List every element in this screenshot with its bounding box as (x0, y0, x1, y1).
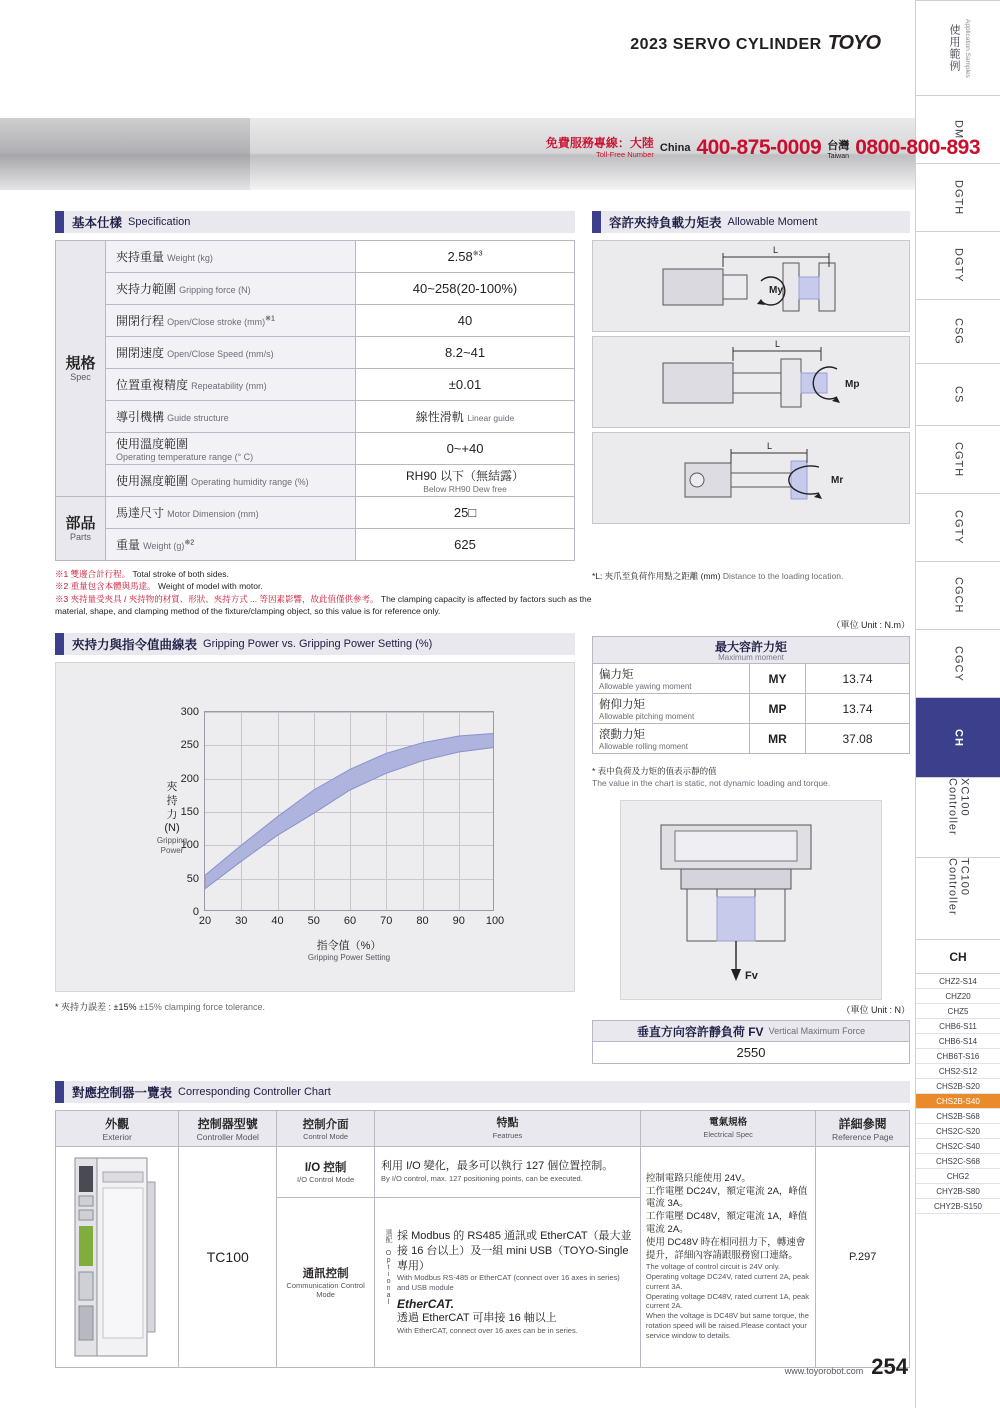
feature-io (375, 1146, 641, 1197)
moment-symbol: MR (750, 724, 806, 754)
sidebar-item-label: XC100 Controller (946, 778, 971, 836)
spec-row-value (356, 401, 575, 433)
sidebar-item-label: DGTY (952, 248, 965, 283)
col-control-mode (277, 1111, 375, 1147)
chart-ytick: 0 (192, 906, 199, 918)
svg-text:Mp: Mp (845, 379, 860, 390)
gripping-power-chart (55, 662, 575, 992)
chart-heading-cn: 夾持力與指令值曲線表 (72, 638, 198, 652)
table-row (56, 497, 575, 529)
footnote-mark: ※2 (55, 581, 69, 592)
chart-xtick: 100 (485, 915, 505, 927)
table-row (56, 241, 575, 273)
spec-row-label-cn: 開閉速度 (116, 346, 165, 360)
chart-xtick: 90 (452, 915, 465, 927)
moment-symbol: MP (750, 694, 806, 724)
controller-heading-en: Corresponding Controller Chart (178, 1086, 331, 1098)
controller-model: TC100 (179, 1146, 277, 1367)
table-row (593, 664, 910, 694)
moment-table-title-cn: 最大容許力矩 (714, 640, 787, 654)
fv-title-cn: 垂直方向容許靜負荷 FV (636, 1024, 764, 1039)
feature-ethercat-cn: 透過 EtherCAT 可串接 16 軸以上 (397, 1311, 557, 1324)
loading-location-note (592, 570, 843, 582)
svg-text:Fv: Fv (745, 970, 758, 982)
spec-footnotes (55, 568, 615, 617)
spec-row-label-en: Operating humidity range (%) (191, 477, 309, 487)
col-features-en: Featrues (492, 1130, 523, 1140)
control-mode-comm (277, 1197, 375, 1367)
spec-row-label (106, 241, 356, 273)
model-link[interactable]: CHB6-S11 (916, 1019, 1000, 1034)
svg-text:L: L (775, 339, 781, 349)
col-features-cn: 特點 (496, 1117, 519, 1129)
chart-ytick: 300 (180, 706, 199, 718)
moment-label-en: Allowable pitching moment (599, 712, 695, 721)
controller-heading-cn: 對應控制器一覽表 (72, 1086, 173, 1100)
spec-row-value: 0~+40 (356, 433, 575, 465)
sidebar-item-label: CGTY (952, 510, 965, 545)
col-reference (816, 1111, 910, 1147)
fv-title-en: Vertical Maximum Force (768, 1026, 866, 1036)
footnote-cn: 重量包含本體與馬達。 (70, 581, 156, 592)
spec-row-label-cn: 夾持力範圍 (116, 282, 177, 296)
moment-label-cn: 偏力矩 (599, 669, 634, 681)
taiwan-label-en: Taiwan (827, 152, 850, 160)
spec-row-label-en: Gripping force (N) (179, 285, 251, 295)
spec-row-label-en: Guide structure (167, 413, 229, 423)
model-link-active[interactable]: CHS2B-S40 (916, 1094, 1000, 1109)
controller-product-image (56, 1146, 179, 1367)
control-mode-comm-cn: 通訊控制 (302, 1268, 349, 1281)
elec-en-4: When the voltage is DC48V but same torque, the rotation speed will be raised.Please contact your service window to details. (645, 1311, 809, 1340)
sidebar-item-label: CSG (952, 318, 965, 345)
chart-y-axis-label: 夾 持 力 (N) Gripping Power (156, 781, 188, 855)
elec-cn-4: 使用 DC48V 時在相同扭力下，轉速會提升，詳細內容請跟服務窗口連絡。 (645, 1236, 806, 1261)
china-region-label (660, 142, 691, 154)
col-exterior (56, 1111, 179, 1147)
spec-row-label-cn: 馬達尺寸 (116, 506, 165, 520)
table-row (56, 401, 575, 433)
model-link[interactable]: CHB6T-S16 (916, 1049, 1000, 1064)
sidebar-item-sublabel: Application Samples (964, 18, 971, 78)
chart-ytick: 50 (186, 872, 199, 885)
model-group-title: CH (916, 940, 1000, 974)
footnote-1 (55, 568, 615, 580)
static-value-note (592, 766, 830, 790)
moment-table-title-en: Maximum moment (718, 653, 784, 662)
sidebar-item-label: CH (952, 728, 965, 747)
fv-value: 2550 (592, 1042, 910, 1064)
brand-logo: TOYO (827, 32, 880, 54)
sidebar-item-dgth[interactable] (916, 164, 1000, 232)
spec-value-subtext: Linear guide (467, 413, 515, 423)
spec-row-label-cn: 使用溫度範圍 (116, 437, 189, 451)
control-mode-io-cn: I/O 控制 (304, 1162, 347, 1175)
controller-table (55, 1110, 910, 1368)
spec-value-subtext: Below RH90 Dew free (423, 484, 507, 494)
col-model (179, 1111, 277, 1147)
spec-row-label-cn: 開閉行程 (116, 314, 165, 328)
parts-group-cn: 部品 (65, 514, 96, 532)
chart-section-heading (55, 633, 575, 655)
fv-unit-label: （單位 Unit : N） (841, 1005, 910, 1015)
spec-group-cn: 規格 (65, 354, 96, 372)
moment-unit-label: （單位 Unit : N.m） (831, 620, 910, 630)
tollfree-label-cn: 免費服務專線：大陸 (545, 135, 654, 150)
table-row (593, 637, 910, 664)
spec-row-label-cn: 位置重複精度 (116, 378, 189, 392)
model-link[interactable]: CHS2-S12 (916, 1064, 1000, 1079)
chart-xtick: 40 (271, 915, 284, 927)
model-link[interactable]: CHZ2-S14 (916, 974, 1000, 989)
spec-row-label-en: Operating temperature range (° C) (116, 452, 254, 462)
table-row (56, 337, 575, 369)
electrical-spec-cell (640, 1146, 815, 1367)
feature-comm-cn: 採 Modbus 的 RS485 通訊或 EtherCAT（最大並接 16 台以上）及一組 mini USB（TOYO-Single 專用） (397, 1229, 632, 1272)
control-mode-comm-en: Communication Control Mode (286, 1281, 365, 1300)
chart-tolerance-note (55, 1000, 265, 1013)
chart-note-en: ±15% clamping force tolerance. (138, 1002, 265, 1012)
spec-heading-en: Specification (128, 216, 191, 228)
spec-row-label (106, 305, 356, 337)
moment-value: 13.74 (806, 664, 910, 694)
sidebar-item-label: DGTH (952, 179, 965, 216)
chart-ytick: 100 (180, 839, 199, 852)
model-link[interactable]: CHS2C-S68 (916, 1154, 1000, 1169)
col-features (375, 1111, 641, 1147)
chart-ytick: 150 (180, 806, 199, 818)
spec-row-label (106, 273, 356, 305)
footnote-mark: ※1 (55, 569, 69, 579)
spec-row-label-en: Weight (kg) (167, 253, 213, 263)
moment-diagram-my (592, 240, 910, 332)
optional-label: 選配 Optional (385, 1228, 393, 1306)
svg-text:Mr: Mr (831, 475, 844, 486)
moment-symbol: MY (750, 664, 806, 694)
table-row (56, 1146, 910, 1197)
spec-group-label-spec (56, 241, 106, 497)
spec-group-en: Spec (70, 372, 91, 383)
moment-value: 13.74 (806, 694, 910, 724)
spec-row-value: 625 (356, 529, 575, 561)
model-link[interactable]: CHS2B-S68 (916, 1109, 1000, 1124)
table-row (56, 529, 575, 561)
chart-xtick: 80 (416, 915, 429, 927)
spec-row-value: 8.2~41 (356, 337, 575, 369)
chart-ytick: 250 (180, 739, 199, 752)
footer-url: www.toyorobot.com (784, 1366, 864, 1376)
table-row (56, 433, 575, 465)
page-footer (785, 1354, 908, 1380)
spec-row-label (106, 433, 356, 465)
taiwan-phone-number: 0800-800-893 (855, 136, 980, 159)
col-model-en: Controller Model (196, 1131, 259, 1142)
control-mode-io (277, 1146, 375, 1197)
controller-section-heading (55, 1081, 910, 1103)
spec-row-label (106, 337, 356, 369)
loading-note-cn: *L: 夾爪至負荷作用點之距離 (mm) (592, 571, 721, 581)
spec-row-value: ±0.01 (356, 369, 575, 401)
sidebar-item-ch[interactable] (916, 698, 1000, 778)
model-link[interactable]: CHG2 (916, 1169, 1000, 1184)
moment-diagrams (592, 240, 910, 528)
sidebar-item-label: CGTH (952, 441, 965, 478)
elec-en-1: The voltage of control circuit is 24V only. (645, 1262, 780, 1272)
spec-row-value (356, 465, 575, 497)
moment-section-heading (592, 211, 910, 233)
spec-row-label-cn: 導引機構 (116, 410, 165, 424)
chart-xtick: 20 (198, 915, 212, 927)
elec-cn-2: 工作電壓 DC24V，額定電流 2A，峰值電流 3A。 (645, 1185, 808, 1210)
sidebar-item-label: CGCH (952, 577, 965, 614)
col-exterior-en: Exterior (102, 1131, 132, 1142)
taiwan-region-label (827, 137, 849, 160)
tollfree-label-en: Toll-Free Number (595, 149, 654, 159)
specification-table (55, 240, 575, 561)
model-link[interactable]: CHS2C-S20 (916, 1124, 1000, 1139)
fv-table-header (592, 1020, 910, 1042)
ethercat-logo: EtherCAT. (397, 1296, 454, 1311)
col-reference-cn: 詳細參閱 (838, 1116, 887, 1131)
moment-row-label (593, 664, 750, 694)
footnote-en: Weight of model with motor. (158, 581, 263, 592)
spec-row-label (106, 369, 356, 401)
maximum-moment-table (592, 636, 910, 754)
footnote-mark: ※3 (55, 593, 69, 604)
spec-value-superscript: ※3 (472, 250, 483, 258)
col-electrical-cn: 電氣規格 (709, 1117, 748, 1129)
sidebar-item-label: CS (952, 385, 965, 404)
footnote-2 (55, 580, 615, 592)
static-note-en: The value in the chart is static, not dynamic loading and torque. (592, 777, 831, 788)
sidebar-item-cgcy[interactable] (916, 630, 1000, 698)
moment-label-en: Allowable yawing moment (599, 682, 692, 691)
footnote-cn: 雙邊合計行程。 (70, 569, 131, 579)
feature-comm (375, 1197, 641, 1367)
chart-xtick: 60 (343, 915, 357, 927)
col-mode-cn: 控制介面 (302, 1118, 349, 1131)
sidebar-item-cgth[interactable] (916, 426, 1000, 494)
tollfree-block (546, 136, 980, 160)
elec-cn-3: 工作電壓 DC48V，額定電流 1A，峰值電流 2A。 (645, 1211, 808, 1235)
table-row (593, 724, 910, 754)
feature-io-cn: 利用 I/O 變化，最多可以執行 127 個位置控制。 (381, 1160, 614, 1173)
svg-text:L: L (773, 245, 779, 255)
sidebar-item-tc100-controller[interactable] (916, 858, 1000, 940)
spec-row-value: 40~258(20-100%) (356, 273, 575, 305)
tollfree-label (546, 137, 654, 159)
sidebar-item-cgch[interactable] (916, 562, 1000, 630)
spec-row-superscript: ※2 (184, 539, 195, 547)
svg-text:My: My (769, 285, 783, 296)
spec-row-label-en: Weight (g) (143, 541, 185, 551)
spec-value-text: 線性滑軌 (415, 410, 464, 424)
feature-ethercat-en: With EtherCAT, connect over 16 axes can be in series. (397, 1325, 578, 1335)
china-label: China (659, 142, 691, 154)
chart-xtick: 70 (380, 915, 393, 927)
col-model-cn: 控制器型號 (197, 1116, 258, 1131)
elec-cn-1: 控制電路只能使用 24V。 (645, 1172, 751, 1184)
parts-group-en: Parts (69, 532, 91, 543)
footnote-en: The clamping capacity is affected by factors such as the material, shape, and clamping method of the fixture/clamping object, so this value is for reference only. (55, 593, 592, 616)
china-phone-number: 400-875-0009 (696, 136, 822, 159)
table-row (56, 369, 575, 401)
feature-io-en: By I/O control, max. 127 positioning points, can be executed. (381, 1174, 583, 1184)
spec-row-label-en: Open/Close Speed (mm/s) (167, 349, 274, 359)
sidebar-item-application-samples[interactable] (916, 0, 1000, 96)
chart-xtick: 50 (307, 915, 320, 927)
spec-row-value (356, 241, 575, 273)
sidebar-item-cs[interactable] (916, 364, 1000, 426)
footnote-cn: 夾持量受夾具 / 夾持物的材質、形狀、夾持方式 ... 等因素影響，故此值僅供參考。 (70, 593, 379, 604)
moment-row-label (593, 724, 750, 754)
spec-row-label-en: Motor Dimension (mm) (167, 509, 259, 519)
spec-row-label (106, 401, 356, 433)
col-mode-en: Control Mode (303, 1131, 349, 1141)
moment-label-cn: 滾動力矩 (599, 729, 645, 741)
taiwan-label-cn: 台灣 (827, 139, 850, 152)
moment-label-en: Allowable rolling moment (599, 742, 688, 751)
header-title-text: 2023 SERVO CYLINDER (630, 36, 822, 53)
model-link[interactable]: CHS2B-S20 (916, 1079, 1000, 1094)
moment-row-label (593, 694, 750, 724)
spec-row-superscript: ※1 (265, 315, 275, 323)
spec-row-label-cn: 夾持重量 (116, 250, 165, 264)
moment-diagram-mr (592, 432, 910, 524)
col-exterior-cn: 外觀 (105, 1116, 130, 1131)
sidebar-item-label: DM (952, 119, 965, 140)
spec-row-label-cn: 重量 (116, 538, 141, 552)
col-reference-en: Reference Page (831, 1131, 894, 1142)
model-link[interactable]: CHZ5 (916, 1004, 1000, 1019)
spec-row-label-cn: 使用濕度範圍 (116, 474, 189, 488)
chart-heading-en: Gripping Power vs. Gripping Power Setting (%) (203, 638, 433, 650)
control-mode-io-en: I/O Control Mode (297, 1175, 355, 1185)
reference-page[interactable]: P.297 (816, 1146, 910, 1367)
moment-diagram-mp (592, 336, 910, 428)
spec-value-text: RH90 以下（無結露） (405, 469, 524, 483)
sidebar-item-label: CGCY (952, 645, 965, 682)
svg-text:L: L (767, 441, 773, 451)
footnote-3 (55, 593, 615, 618)
sidebar-item-label: TC100 Controller (946, 858, 971, 916)
spec-heading-cn: 基本仕樣 (72, 216, 123, 230)
model-link[interactable]: CHZ20 (916, 989, 1000, 1004)
table-row (56, 465, 575, 497)
spec-row-label (106, 497, 356, 529)
col-electrical-en: Electrical Spec (703, 1129, 753, 1139)
model-link[interactable]: CHS2C-S40 (916, 1139, 1000, 1154)
chart-plot-area (180, 706, 505, 927)
spec-value-text: 2.58 (447, 249, 473, 264)
loading-note-en: Distance to the loading location. (722, 571, 844, 581)
side-tab-rail (915, 0, 1000, 1408)
moment-label-cn: 俯仰力矩 (599, 699, 645, 711)
spec-row-label-en: Open/Close stroke (mm) (167, 317, 266, 327)
sidebar-item-dgty[interactable] (916, 232, 1000, 300)
spec-section-heading (55, 211, 575, 233)
table-row (56, 273, 575, 305)
table-row (593, 694, 910, 724)
page-number: 254 (871, 1354, 908, 1379)
table-header-row (56, 1111, 910, 1147)
static-note-cn: * 表中負荷及力矩的值表示靜的值 (592, 766, 717, 776)
model-link[interactable]: CHY2B-S150 (916, 1199, 1000, 1214)
spec-row-label-en: Repeatability (mm) (191, 381, 267, 391)
moment-value: 37.08 (806, 724, 910, 754)
sidebar-item-label: 使用範例 (948, 24, 960, 72)
spec-row-value: 25□ (356, 497, 575, 529)
fv-diagram (620, 800, 882, 1000)
moment-heading-en: Allowable Moment (727, 216, 818, 228)
sidebar-item-cgty[interactable] (916, 494, 1000, 562)
feature-comm-en: With Modbus RS-485 or EtherCAT (connect over 16 axes in series) and USB module (397, 1273, 620, 1293)
table-row (56, 305, 575, 337)
footnote-en: Total stroke of both sides. (132, 569, 229, 579)
chart-ytick: 200 (180, 772, 199, 785)
spec-row-label (106, 529, 356, 561)
sidebar-item-csg[interactable] (916, 300, 1000, 364)
chart-tolerance-band (205, 712, 493, 910)
moment-table-title (593, 637, 910, 664)
sidebar-item-xc100-controller[interactable] (916, 778, 1000, 858)
chart-x-axis-label: 指令值（%） Gripping Power Setting (307, 940, 391, 963)
chart-note-cn: * 夾持力誤差 : ±15% (55, 1002, 137, 1012)
page-header-title (630, 32, 880, 55)
spec-group-label-parts (56, 497, 106, 561)
chart-xtick: 30 (235, 915, 248, 927)
elec-en-2: Operating voltage DC24V, rated current 2A, peak current 3A. (645, 1272, 810, 1291)
model-link[interactable]: CHB6-S14 (916, 1034, 1000, 1049)
col-electrical (640, 1111, 815, 1147)
model-link[interactable]: CHY2B-S80 (916, 1184, 1000, 1199)
spec-row-label (106, 465, 356, 497)
elec-en-3: Operating voltage DC48V, rated current 1A, peak current 2A. (645, 1291, 810, 1311)
spec-row-value: 40 (356, 305, 575, 337)
moment-heading-cn: 容許夾持負載力矩表 (609, 216, 722, 230)
